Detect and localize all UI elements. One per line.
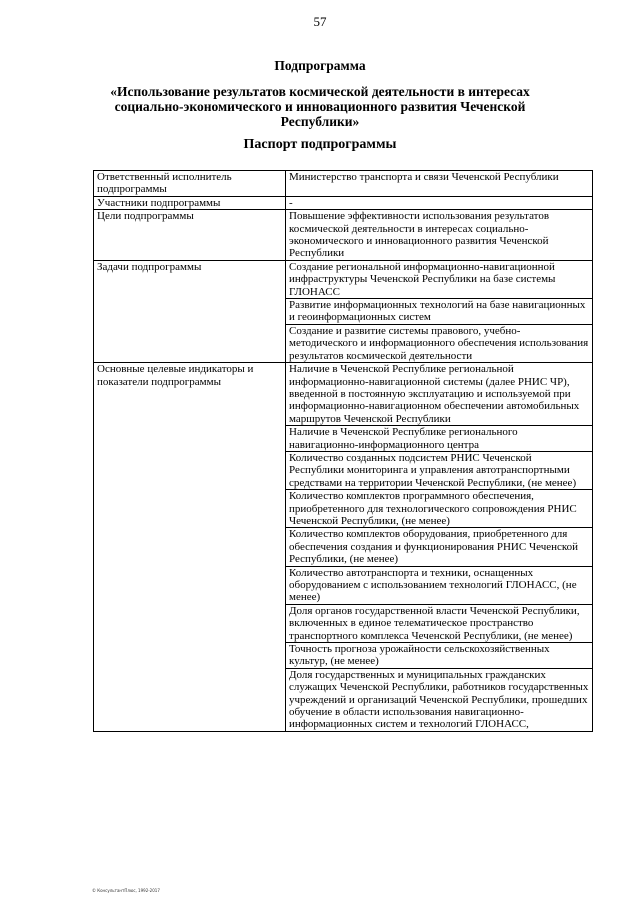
table-row [94,171,593,197]
row-value: Создание региональной информационно-навигационной инфраструктуры Чеченской Республики на базе системы ГЛОНАСС [286,260,593,298]
table-row [94,210,593,261]
row-value: Доля государственных и муниципальных гражданских служащих Чеченской Республики, работников государственных учреждений и организаций Чеченской Республики, прошедших обучение в области использования навигационно-информационных систем и технологий ГЛОНАСС, [286,668,593,731]
row-value: Количество созданных подсистем РНИС Чеченской Республики мониторинга и управления автотранспортными средствами на территории Чеченской Республики, (не менее) [286,451,593,489]
subprogram-title [80,58,560,129]
row-value: Количество комплектов оборудования, приобретенного для обеспечения создания и функционирования РНИС Чеченской Республики, (не менее) [286,528,593,566]
row-label: Основные целевые индикаторы и показатели подпрограммы [94,363,286,732]
row-label: Задачи подпрограммы [94,260,286,362]
passport-title: Паспорт подпрограммы [243,137,397,152]
row-value: Создание и развитие системы правового, учебно-методического и информационного обеспечения использования результатов космической деятельности [286,324,593,362]
table-row [94,260,593,298]
title-line: Республики» [280,114,360,129]
row-value: Министерство транспорта и связи Чеченской Республики [286,171,593,197]
row-value: Количество автотранспорта и техники, оснащенных оборудованием с использованием технологий ГЛОНАСС, (не менее) [286,566,593,604]
title-line: Подпрограмма [274,58,366,73]
row-value: Развитие информационных технологий на базе навигационных и геоинформационных систем [286,299,593,325]
row-value: Количество комплектов программного обеспечения, приобретенного для технологического сопровождения РНИС Чеченской Республики, (не менее) [286,490,593,528]
title-line: социально-экономического и инновационного развития Чеченской [114,99,526,114]
table-row [94,196,593,209]
row-label: Цели подпрограммы [94,210,286,261]
row-value: Повышение эффективности использования результатов космической деятельности в интересах социально-экономического и инновационного развития Чеченской Республики [286,210,593,261]
row-value: Доля органов государственной власти Чеченской Республики, включенных в единое телематическое пространство транспортного комплекса Чеченской Республики, (не менее) [286,604,593,642]
row-value: - [286,196,593,209]
row-label: Участники подпрограммы [94,196,286,209]
title-line: «Использование результатов космической деятельности в интересах [110,84,530,99]
row-label: Ответственный исполнитель подпрограммы [94,171,286,197]
passport-table [93,170,593,732]
row-value: Наличие в Чеченской Республике региональной информационно-навигационной системы (далее РНИС ЧР), введенной в постоянную эксплуатацию и используемой при информационно-навигационном обеспечении автомобильных маршрутов Чеченской Республики [286,363,593,426]
row-value: Наличие в Чеченской Республике регионального навигационно-информационного центра [286,426,593,452]
row-value: Точность прогноза урожайности сельскохозяйственных культур, (не менее) [286,643,593,669]
table-row [94,363,593,426]
footer-note: © КонсультантПлюс, 1992-2017 [92,888,160,893]
page-number: 57 [313,14,327,29]
